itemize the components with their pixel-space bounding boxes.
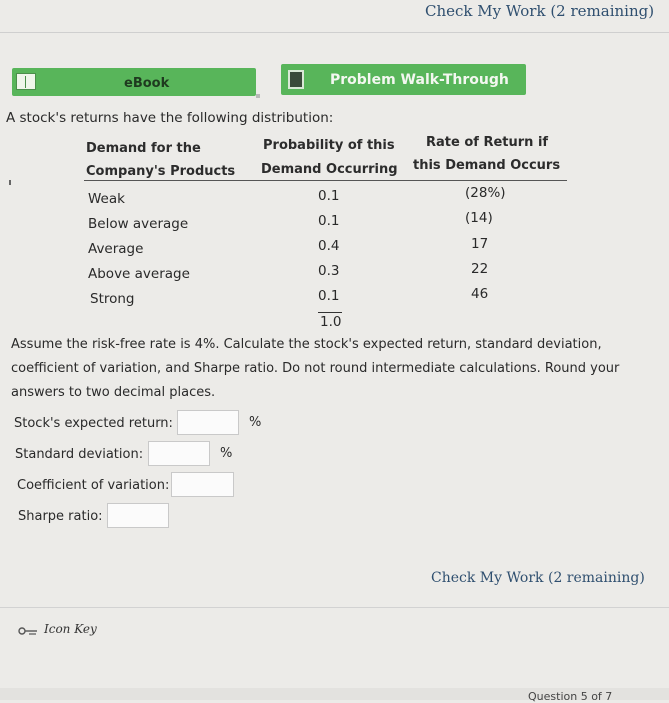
margin-mark (9, 180, 11, 185)
table-row-demand: Below average (88, 216, 189, 232)
table-row-return: (28%) (465, 185, 506, 201)
header-demand-line1: Demand for the (86, 141, 201, 156)
table-row-probability: 0.1 (318, 213, 340, 229)
expected-return-unit: % (249, 415, 262, 430)
table-row-probability: 0.3 (318, 263, 340, 279)
divider (0, 607, 669, 608)
expected-return-input[interactable] (177, 410, 239, 435)
header-return-line1: Rate of Return if (426, 135, 549, 150)
icon-key-link[interactable]: Icon Key (44, 622, 97, 636)
table-row-demand: Weak (88, 191, 125, 207)
header-probability-line2: Demand Occurring (261, 162, 398, 177)
table-row-return: 22 (471, 261, 489, 277)
ebook-button-edge (256, 94, 260, 98)
sharpe-input[interactable] (107, 503, 169, 528)
expected-return-label: Stock's expected return: (14, 416, 173, 431)
table-header-rule (84, 180, 567, 181)
document-icon (288, 70, 304, 89)
std-dev-unit: % (220, 446, 233, 461)
table-row-probability: 0.1 (318, 188, 340, 204)
intro-text: A stock's returns have the following distribution: (6, 110, 334, 126)
sum-rule (318, 312, 342, 313)
question-text: Assume the risk-free rate is 4%. Calculate the stock's expected return, standard deviation, coefficient of variation, and Sharpe ratio. Do not round intermediate calculations. Round your answers to two decimal places. (11, 337, 620, 400)
question-navigation[interactable]: Question 5 of 7 (528, 690, 613, 703)
divider (0, 32, 669, 33)
header-demand-line2: Company's Products (86, 164, 236, 179)
book-icon (16, 73, 36, 90)
table-row-return: (14) (465, 210, 493, 226)
table-row-demand: Strong (90, 291, 135, 307)
ebook-button-label[interactable]: eBook (124, 76, 170, 91)
check-my-work-link-bottom[interactable]: Check My Work (2 remaining) (431, 570, 645, 586)
table-row-probability: 0.4 (318, 238, 340, 254)
table-row-return: 46 (471, 286, 489, 302)
table-total: 1.0 (320, 314, 342, 330)
sharpe-label: Sharpe ratio: (18, 509, 103, 524)
cv-label: Coefficient of variation: (17, 478, 170, 493)
check-my-work-link-top[interactable]: Check My Work (2 remaining) (425, 2, 655, 20)
table-row-demand: Average (88, 241, 144, 257)
table-row-return: 17 (471, 236, 489, 252)
key-icon (18, 626, 38, 636)
header-probability-line1: Probability of this (263, 138, 395, 153)
header-return-line2: this Demand Occurs (413, 158, 561, 173)
table-row-demand: Above average (88, 266, 190, 282)
cv-input[interactable] (171, 472, 234, 497)
table-row-probability: 0.1 (318, 288, 340, 304)
std-dev-input[interactable] (148, 441, 210, 466)
std-dev-label: Standard deviation: (15, 447, 144, 462)
problem-walkthrough-label[interactable]: Problem Walk-Through (330, 72, 509, 88)
